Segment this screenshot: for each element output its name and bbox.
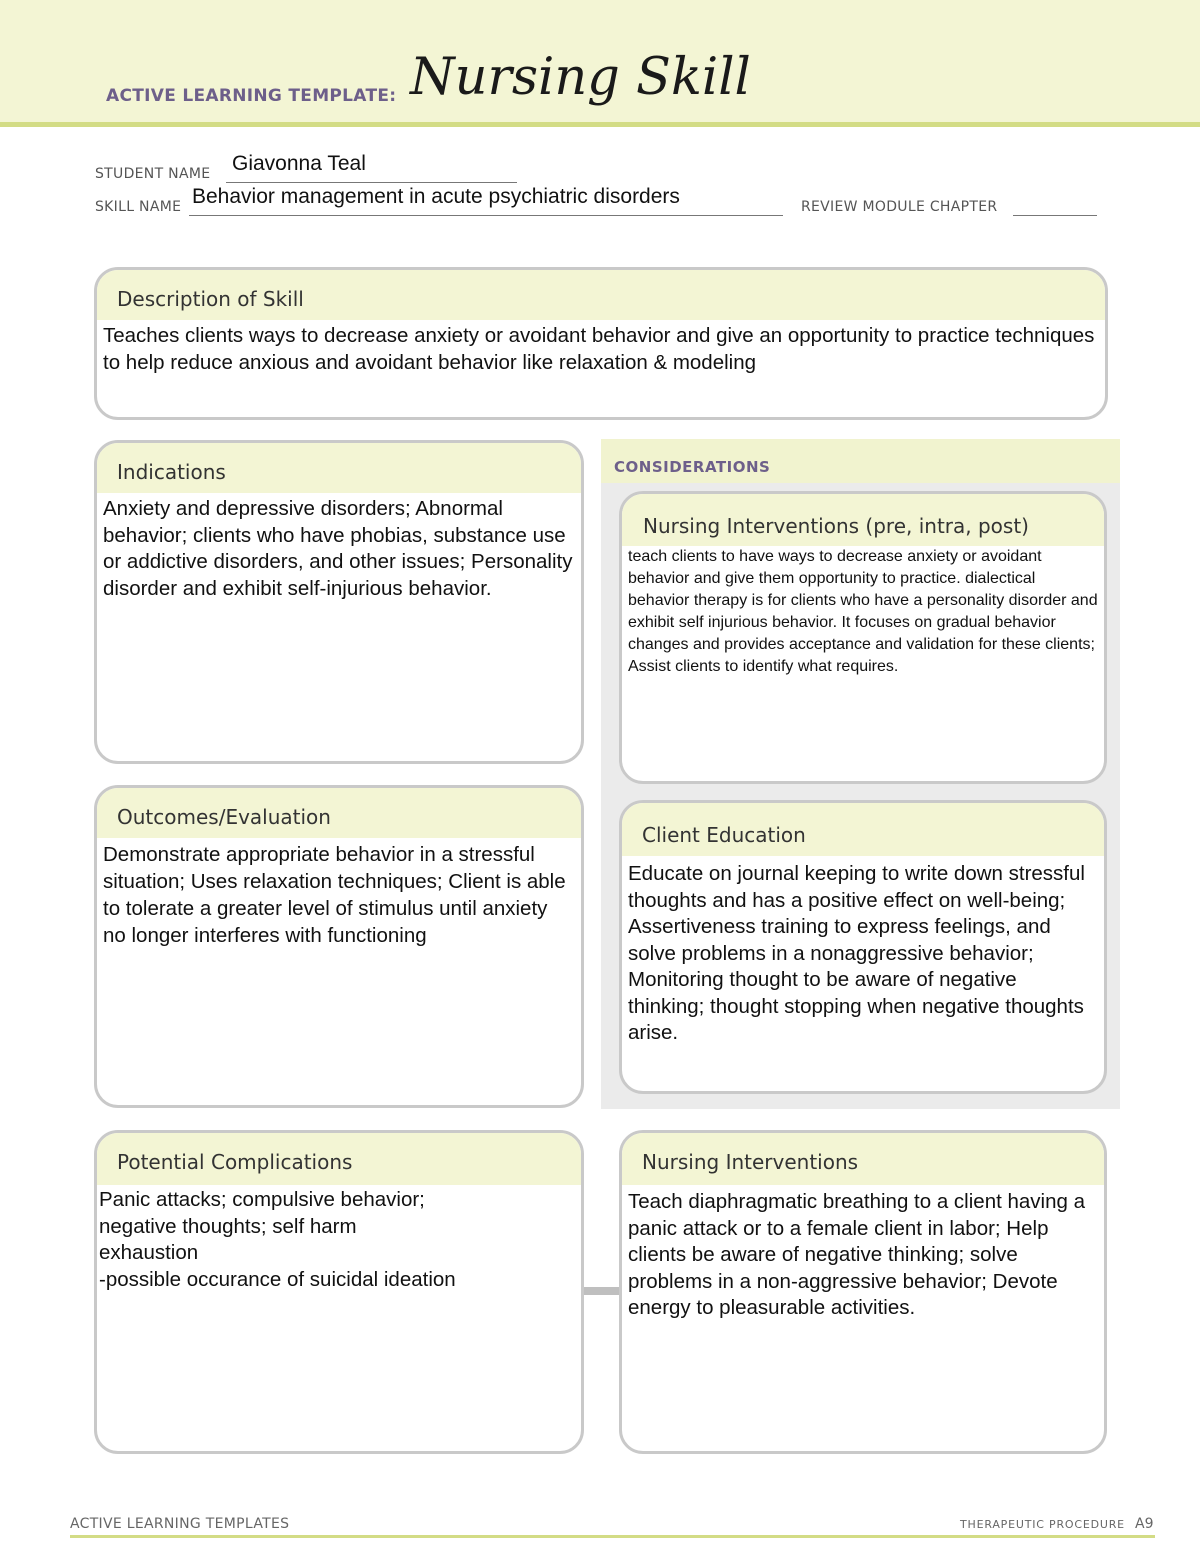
complications-text[interactable] xyxy=(97,1185,581,1293)
student-name-field[interactable]: Giavonna Teal xyxy=(232,152,366,175)
complications-heading: Potential Complications xyxy=(97,1133,581,1185)
footer-right-label: THERAPEUTIC PROCEDURE xyxy=(960,1518,1125,1531)
student-name-label: STUDENT NAME xyxy=(95,166,211,182)
complications-box xyxy=(94,1130,584,1454)
description-heading: Description of Skill xyxy=(97,270,1105,320)
template-label: ACTIVE LEARNING TEMPLATE: xyxy=(106,86,397,106)
outcomes-heading: Outcomes/Evaluation xyxy=(97,788,581,838)
complications-line: negative thoughts; self harm xyxy=(99,1214,357,1238)
complications-line: -possible occurance of suicidal ideation xyxy=(99,1267,456,1291)
outcomes-box xyxy=(94,785,584,1108)
client-education-text[interactable]: Educate on journal keeping to write down stressful thoughts and has a positive effect on well-being; Assertiveness training to express feelings, and solve problems in a nonaggressive behavior; Monitoring thought to be aware of negative thinking; thought stopping when negative thoughts arise. xyxy=(628,862,1085,1044)
review-module-label: REVIEW MODULE CHAPTER xyxy=(801,199,998,215)
considerations-title: CONSIDERATIONS xyxy=(614,458,771,476)
outcomes-text[interactable]: Demonstrate appropriate behavior in a stressful situation; Uses relaxation techniques; Client is able to tolerate a greater level of stimulus until anxiety no longer interferes with functioning xyxy=(103,843,566,947)
skill-name-field[interactable]: Behavior management in acute psychiatric disorders xyxy=(192,185,680,208)
nursing-interventions-text[interactable]: Teach diaphragmatic breathing to a client having a panic attack or to a female client in labor; Help clients be aware of negative thinking; solve problems in a non-aggressive behavior; Devote energy to pleasurable activities. xyxy=(628,1190,1085,1319)
indications-text[interactable]: Anxiety and depressive disorders; Abnormal behavior; clients who have phobias, substance use or addictive disorders, and other issues; Personality disorder and exhibit self-injurious behavior. xyxy=(103,497,573,600)
nursing-interventions-box xyxy=(619,1130,1107,1454)
client-education-box xyxy=(619,800,1107,1094)
footer-rule xyxy=(70,1535,1155,1538)
page-title: Nursing Skill xyxy=(410,48,751,107)
header-rule xyxy=(0,122,1200,127)
description-box xyxy=(94,267,1108,420)
footer-left-label: ACTIVE LEARNING TEMPLATES xyxy=(70,1516,290,1532)
nursing-interventions-ppp-text[interactable]: teach clients to have ways to decrease anxiety or avoidant behavior and give them opportunity to practice. dialectical behavior therapy is for clients who have a personality disorder and exhibit self injurious behavior. It focuses on gradual behavior changes and provides acceptance and validation for these clients; Assist clients to identify what requires. xyxy=(628,548,1098,675)
nursing-interventions-ppp-box xyxy=(619,491,1107,784)
client-education-heading: Client Education xyxy=(622,803,1104,856)
complications-line: Panic attacks; compulsive behavior; xyxy=(99,1188,425,1211)
skill-name-label: SKILL NAME xyxy=(95,199,182,215)
description-text[interactable]: Teaches clients ways to decrease anxiety or avoidant behavior and give an opportunity to practice techniques to help reduce anxious and avoidant behavior like relaxation & modeling xyxy=(103,324,1095,374)
page-number: A9 xyxy=(1135,1516,1154,1532)
review-module-field[interactable] xyxy=(1013,200,1097,216)
nursing-interventions-ppp-heading: Nursing Interventions (pre, intra, post) xyxy=(622,494,1104,546)
connector-bar xyxy=(584,1287,620,1295)
complications-line: exhaustion xyxy=(99,1241,199,1264)
nursing-interventions-heading: Nursing Interventions xyxy=(622,1133,1104,1185)
indications-box xyxy=(94,440,584,764)
indications-heading: Indications xyxy=(97,443,581,493)
